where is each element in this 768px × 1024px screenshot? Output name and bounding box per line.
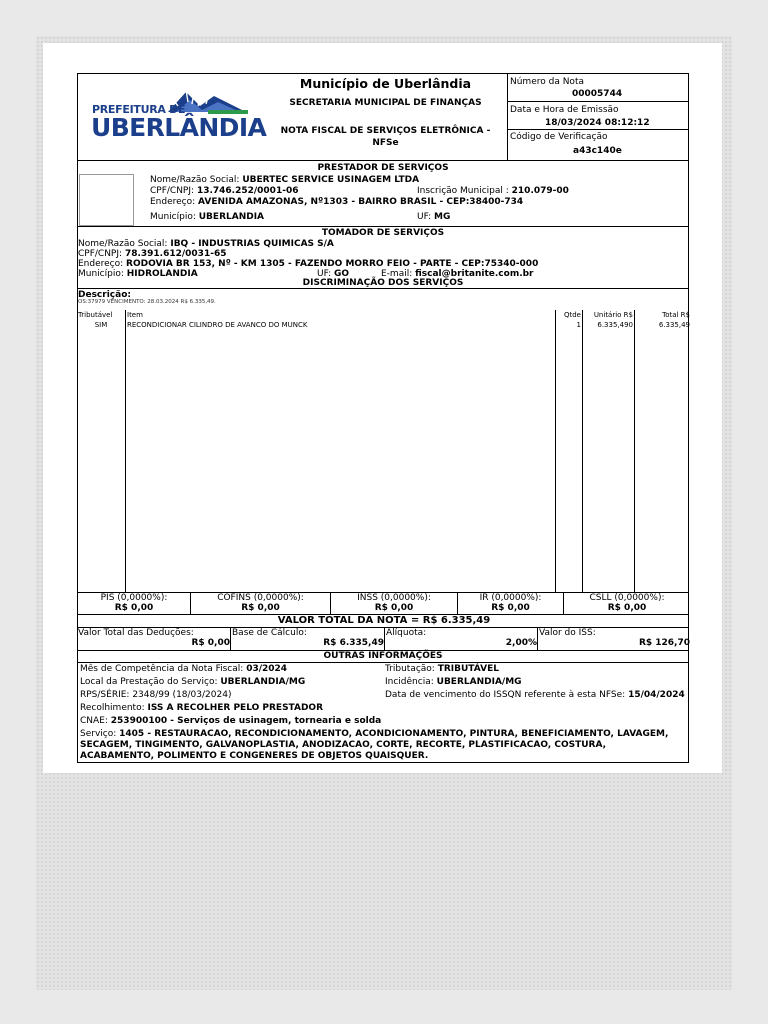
label: Inscrição Municipal :	[417, 186, 509, 196]
cell-qtde: 1	[576, 321, 581, 329]
tax-csll	[564, 593, 690, 613]
col-header-total: Total R$	[662, 311, 690, 319]
document-title: NOTA FISCAL DE SERVIÇOS ELETRÔNICA - NFSe	[280, 126, 491, 148]
outras-title: OUTRAS INFORMAÇÕES	[323, 651, 443, 661]
prestador-municipio	[150, 212, 264, 222]
column-divider	[555, 310, 556, 592]
prestador-inscricao	[417, 186, 569, 196]
col-header-qtde: Qtde	[563, 311, 581, 319]
aliquota-value: 2,00%	[505, 638, 537, 648]
value: R$ 0,00	[491, 603, 530, 613]
table-row	[78, 321, 690, 331]
column-divider	[125, 310, 126, 592]
prestador-cnpj	[150, 186, 298, 196]
recolhimento	[80, 703, 323, 713]
label: E-mail:	[381, 269, 413, 279]
codigo-value: a43c140e	[573, 146, 622, 156]
label: Serviço:	[80, 729, 117, 739]
tomador-nome	[78, 239, 334, 249]
tomador-title: TOMADOR DE SERVIÇOS	[321, 228, 445, 238]
column-divider	[582, 310, 583, 592]
calculation-row	[78, 627, 690, 650]
value: fiscal@britanite.com.br	[415, 269, 534, 279]
value: IBQ - INDUSTRIAS QUIMICAS S/A	[170, 239, 334, 249]
col-header-item: Item	[127, 311, 143, 319]
value: R$ 0,00	[114, 603, 154, 613]
numero-label: Número da Nota	[510, 77, 584, 87]
items-table	[78, 310, 690, 592]
label: Mês de Competência da Nota Fiscal:	[80, 664, 244, 674]
rps-serie: RPS/SÉRIE: 2348/99 (18/03/2024)	[80, 690, 232, 700]
prestador-nome	[150, 175, 419, 185]
value: 13.746.252/0001-06	[196, 186, 299, 196]
divider	[78, 226, 688, 227]
deducoes-value: R$ 0,00	[191, 638, 230, 648]
logo-main-text: UBERLÂNDIA	[91, 113, 267, 142]
label: Município:	[78, 269, 124, 279]
value: 210.079-00	[511, 186, 569, 196]
value: MG	[433, 212, 451, 222]
value: UBERLANDIA	[198, 212, 265, 222]
descricao-text: OS:37979 VENCIMENTO: 28.03.2024 R$ 6.335,49.	[78, 299, 216, 305]
vencimento-issqn	[385, 690, 685, 700]
prestador-uf	[417, 212, 450, 222]
label: Endereço:	[150, 197, 196, 207]
label: IR (0,0000%):	[479, 593, 542, 603]
value: TRIBUTÁVEL	[437, 664, 499, 674]
tax-pis	[78, 593, 190, 613]
competencia	[80, 664, 287, 674]
divider	[507, 101, 688, 102]
value: 15/04/2024	[628, 690, 685, 700]
base-label: Base de Cálculo:	[232, 628, 307, 638]
base-value: R$ 6.335,49	[323, 638, 384, 648]
divider	[78, 662, 688, 663]
divider	[507, 129, 688, 130]
divider	[78, 160, 688, 161]
cnae	[80, 716, 381, 726]
label: CPF/CNPJ:	[150, 186, 195, 196]
prestador-logo-placeholder	[79, 174, 134, 226]
iss-value: R$ 126,70	[638, 638, 690, 648]
secretariat-title: SECRETARIA MUNICIPAL DE FINANÇAS	[289, 98, 482, 108]
incidencia	[385, 677, 522, 687]
prestador-title: PRESTADOR DE SERVIÇOS	[317, 163, 449, 173]
iss-label: Valor do ISS:	[539, 628, 596, 638]
label: Incidência:	[385, 677, 434, 687]
municipality-title: Município de Uberlândia	[299, 76, 472, 91]
label: Tributação:	[385, 664, 435, 674]
tributacao	[385, 664, 499, 674]
value: R$ 0,00	[374, 603, 414, 613]
value: HIDROLANDIA	[126, 269, 198, 279]
value: UBERLANDIA/MG	[220, 677, 306, 687]
data-emissao-label: Data e Hora de Emissão	[510, 105, 619, 115]
value: 253900100 - Serviços de usinagem, tornearia e solda	[110, 716, 382, 726]
value: RODOVIA BR 153, Nº - KM 1305 - FAZENDO MORRO FEIO - PARTE - CEP:75340-000	[126, 259, 539, 269]
servico	[80, 729, 680, 762]
prestador-endereco	[150, 197, 523, 207]
value: R$ 0,00	[607, 603, 647, 613]
label: Local da Prestação do Serviço:	[80, 677, 218, 687]
cell-total: 6.335,49	[658, 321, 690, 329]
logo-top-text: PREFEITURA DE	[92, 103, 186, 116]
label: UF:	[417, 212, 432, 222]
column-divider	[634, 310, 635, 592]
value: 03/2024	[246, 664, 288, 674]
tomador-endereco	[78, 259, 538, 269]
valor-total: VALOR TOTAL DA NOTA = R$ 6.335,49	[277, 615, 491, 626]
aliquota-label: Alíquota:	[386, 628, 427, 638]
tax-cofins	[191, 593, 330, 613]
tax-inss	[331, 593, 457, 613]
label: Nome/Razão Social:	[150, 175, 240, 185]
label: Nome/Razão Social:	[78, 239, 168, 249]
tomador-cnpj	[78, 249, 226, 259]
value: UBERLANDIA/MG	[436, 677, 522, 687]
label: Data de vencimento do ISSQN referente à esta NFSe:	[385, 690, 626, 700]
cell-tributavel: SIM	[94, 321, 108, 329]
numero-value: 00005744	[572, 89, 623, 99]
label: INSS (0,0000%):	[357, 593, 431, 603]
nfse-document	[77, 73, 689, 763]
label: COFINS (0,0000%):	[217, 593, 304, 603]
header-divider	[507, 74, 508, 160]
label: CSLL (0,0000%):	[589, 593, 665, 603]
label: Endereço:	[78, 259, 124, 269]
value: AVENIDA AMAZONAS, Nº1303 - BAIRRO BRASIL - CEP:38400-734	[198, 197, 524, 207]
cell-item: RECONDICIONAR CILINDRO DE AVANCO DO MUNCK	[127, 321, 308, 329]
divider	[78, 288, 688, 289]
label: PIS (0,0000%):	[100, 593, 168, 603]
value: ISS A RECOLHER PELO PRESTADOR	[147, 703, 324, 713]
taxes-row	[78, 592, 690, 614]
value: GO	[333, 269, 350, 279]
prefeitura-logo	[90, 88, 267, 148]
label: Recolhimento:	[80, 703, 145, 713]
codigo-label: Código de Verificação	[510, 132, 608, 142]
data-emissao-value: 18/03/2024 08:12:12	[545, 118, 650, 128]
tax-ir	[458, 593, 563, 613]
deducoes-label: Valor Total das Deduções:	[78, 628, 194, 638]
col-header-tributavel: Tributável	[78, 311, 113, 319]
value: 1405 - RESTAURACAO, RECONDICIONAMENTO, ACONDICIONAMENTO, PINTURA, BENEFICIAMENTO, LAVAGEM, SECAGEM, TINGIMENTO, GALVANOPLASTIA, ANODIZACAO, CORTE, RECORTE, PLASTIFICACAO, COSTURA, ACABAMENTO, POLIMENTO E CONGENERES DE OBJETOS QUAISQUER.	[80, 729, 669, 761]
descricao-label: Descrição:	[78, 290, 131, 300]
value: R$ 0,00	[241, 603, 280, 613]
value: UBERTEC SERVICE USINAGEM LTDA	[242, 175, 420, 185]
label: CNAE:	[80, 716, 108, 726]
discriminacao-title: DISCRIMINAÇÃO DOS SERVIÇOS	[302, 278, 464, 288]
cell-unitario: 6.335,490	[597, 321, 633, 329]
label: UF:	[317, 269, 332, 279]
value: 78.391.612/0031-65	[124, 249, 227, 259]
label: Município:	[150, 212, 196, 222]
label: CPF/CNPJ:	[78, 249, 123, 259]
col-header-unitario: Unitário R$	[593, 311, 633, 319]
local-prestacao	[80, 677, 305, 687]
